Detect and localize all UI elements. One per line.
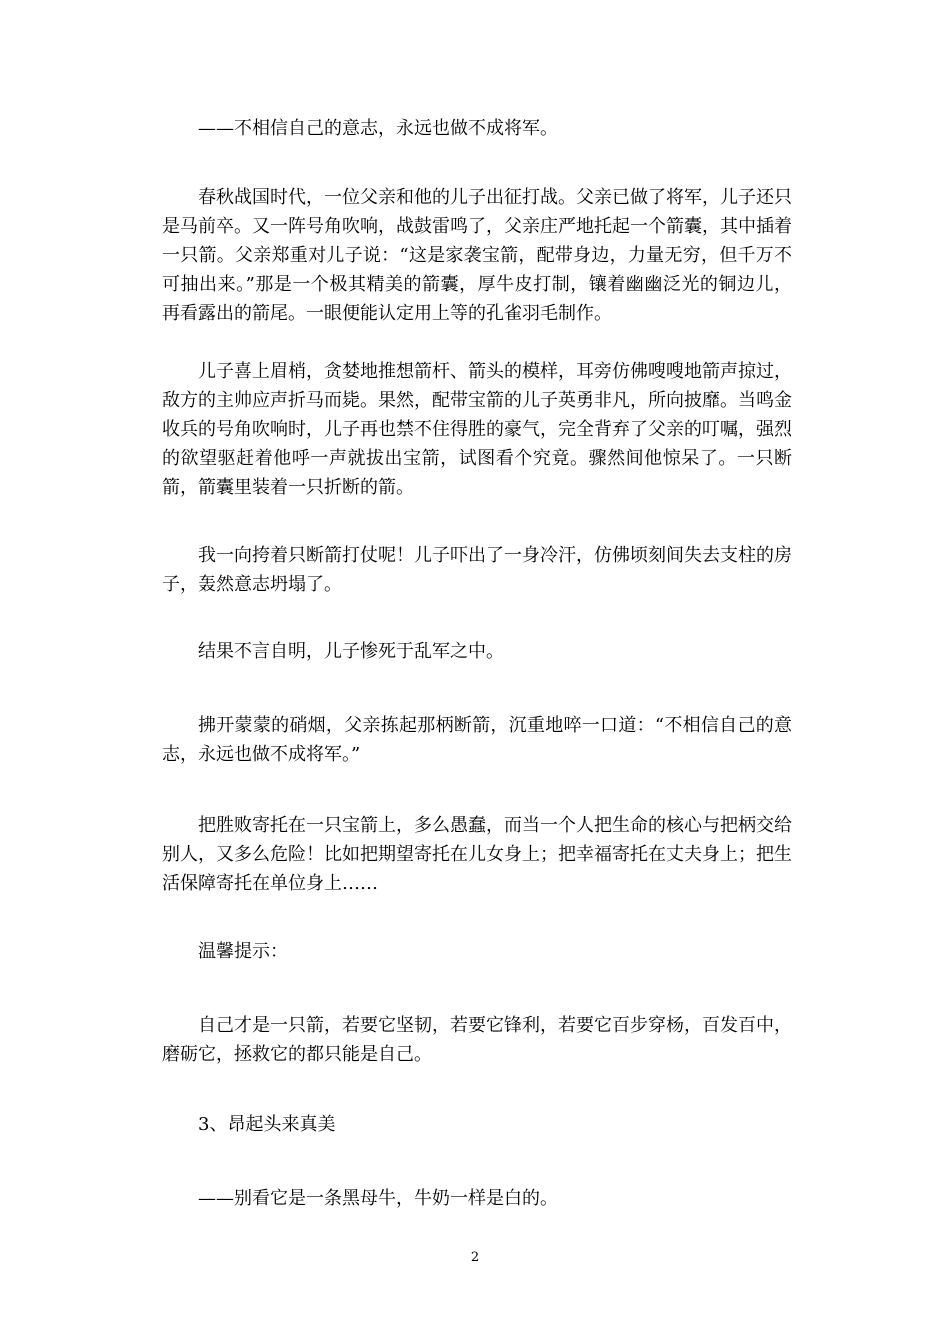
paragraph-son-battle: 儿子喜上眉梢，贪婪地推想箭杆、箭头的模样，耳旁仿佛嗖嗖地箭声掠过，敌方的主帅应声折马而毙。果然，配带宝箭的儿子英勇非凡，所向披靡。当鸣金收兵的号角吹响时，儿子再也禁不住得胜的豪气，完全背弃了父亲的叮嘱，强烈的欲望驱赶着他呼一声就拔出宝箭，试图看个究竟。骤然间他惊呆了。一只断箭，箭囊里装着一只折断的箭。 — [162, 361, 792, 498]
paragraph-story-intro: 春秋战国时代，一位父亲和他的儿子出征打战。父亲已做了将军，儿子还只是马前卒。又一阵号角吹响，战鼓雷鸣了，父亲庄严地托起一个箭囊，其中插着一只箭。父亲郑重对儿子说：“这是家袭宝箭，配带身边，力量无穷，但千万不可抽出来。”那是一个极其精美的箭囊，厚牛皮打制，镶着幽幽泛光的铜边儿，再看露出的箭尾。一眼便能认定用上等的孔雀羽毛制作。 — [162, 187, 792, 324]
paragraph-tip-body: 自己才是一只箭，若要它坚韧，若要它锋利，若要它百步穿杨，百发百中，磨砺它，拯救它的都只能是自己。 — [162, 1015, 792, 1065]
paragraph-broken-arrow: 我一向挎着只断箭打仗呢！儿子吓出了一身冷汗，仿佛顷刻间失去支柱的房子，轰然意志坍塌了。 — [162, 545, 792, 595]
paragraph-reflection: 把胜败寄托在一只宝箭上，多么愚蠢，而当一个人把生命的核心与把柄交给别人，又多么危险！比如把期望寄托在儿女身上；把幸福寄托在丈夫身上；把生活保障寄托在单位身上…… — [162, 815, 792, 894]
paragraph-epigraph-2: ——别看它是一条黑母牛，牛奶一样是白的。 — [198, 1188, 558, 1209]
section-heading: 3、昂起头来真美 — [198, 1114, 336, 1135]
paragraph-epigraph-1: ——不相信自己的意志，永远也做不成将军。 — [198, 118, 558, 139]
paragraph-father-words: 拂开蒙蒙的硝烟，父亲拣起那柄断箭，沉重地啐一口道：“不相信自己的意志，永远也做不成将军。” — [162, 715, 792, 765]
page-number: 2 — [470, 1250, 480, 1265]
paragraph-tip-heading: 温馨提示： — [198, 941, 288, 962]
paragraph-result: 结果不言自明，儿子惨死于乱军之中。 — [198, 641, 504, 662]
